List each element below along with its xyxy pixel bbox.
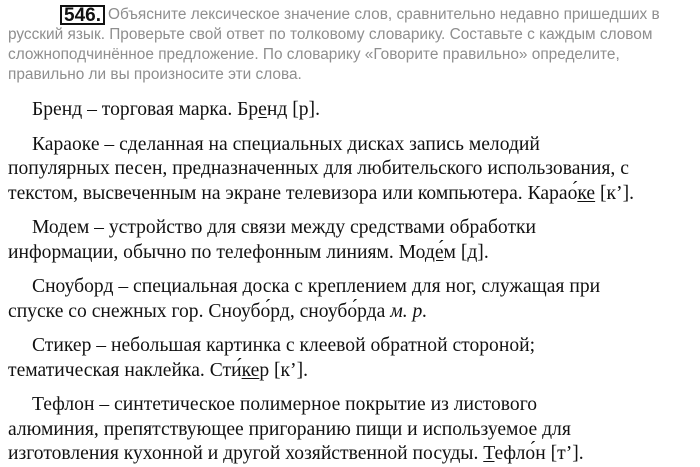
exercise-line-4: правильно ли вы произносите эти слова.	[8, 66, 302, 83]
entry-text: тематическая наклейка. Сти́	[8, 359, 242, 381]
entry-text: [к’].	[595, 182, 635, 204]
exercise-line-3: сложноподчинённое предложение. По словарику «Говорите правильно» определите,	[8, 46, 620, 63]
entry-snoubord	[8, 275, 696, 324]
entry-line: Караоке – сделанная на специальных дисках запись мелодий	[32, 133, 540, 155]
entry-modem	[8, 216, 696, 265]
entry-text: информации, обычно по телефонным линиям. Мо	[8, 241, 425, 263]
entry-line: Стикер – небольшая картинка с клеевой обратной стороной;	[32, 335, 536, 356]
entry-line	[8, 442, 696, 467]
exercise-number: 546.	[60, 5, 105, 25]
entry-text: р [к’].	[259, 359, 309, 381]
dictionary-entries	[8, 98, 696, 467]
stress-underline: ке	[241, 359, 260, 381]
entry-line: алюминия, препятствующее пригоранию пищи и используемое для	[8, 418, 571, 440]
exercise-line-1	[8, 5, 696, 25]
entry-text: Бренд – торговая марка. Бр	[32, 99, 259, 120]
entry-line: Сноуборд – специальная доска с креплением для ног, служащая при	[32, 276, 601, 297]
exercise-block	[8, 5, 696, 85]
entry-line: Тефлон – синтетическое полимерное покрытие из листового	[32, 394, 538, 415]
exercise-line-2: русский язык. Проверьте свой ответ по толковому словарику. Составьте с каждым словом	[8, 26, 653, 43]
entry-line	[8, 241, 696, 266]
entry-text: нд [р].	[266, 99, 320, 120]
gender-abbreviation: м. р.	[390, 300, 428, 322]
exercise-text: Объясните лексическое значение слов, сравнительно недавно пришедших в	[107, 6, 660, 23]
entry-brend	[8, 98, 696, 123]
stress-underline: Т	[483, 443, 495, 464]
entry-stiker	[8, 334, 696, 383]
entry-line: Модем – устройство для связи между средствами обработки	[32, 217, 537, 238]
stress-underline: ке	[577, 182, 596, 204]
entry-line: популярных песен, предназначенных для любительского использования, с	[8, 158, 629, 179]
entry-line	[8, 359, 696, 384]
stress-underline: е	[258, 99, 267, 120]
entry-karaoke	[8, 133, 696, 207]
stress-underline: де́	[424, 241, 444, 263]
entry-text: ефло́н [т’].	[494, 443, 584, 464]
entry-line	[8, 98, 696, 123]
entry-teflon	[8, 393, 696, 467]
entry-text: текстом, высвеченным на экране телевизора или компьютера. Карао́	[8, 182, 578, 204]
entry-text: изготовления кухонной и другой хозяйственной посуды.	[8, 443, 484, 464]
entry-line	[8, 182, 696, 207]
entry-text: спуске со снежных гор. Сноубо́рд, сноубо́рда	[8, 300, 391, 322]
entry-text: м [д].	[443, 241, 489, 263]
entry-line	[8, 300, 696, 325]
